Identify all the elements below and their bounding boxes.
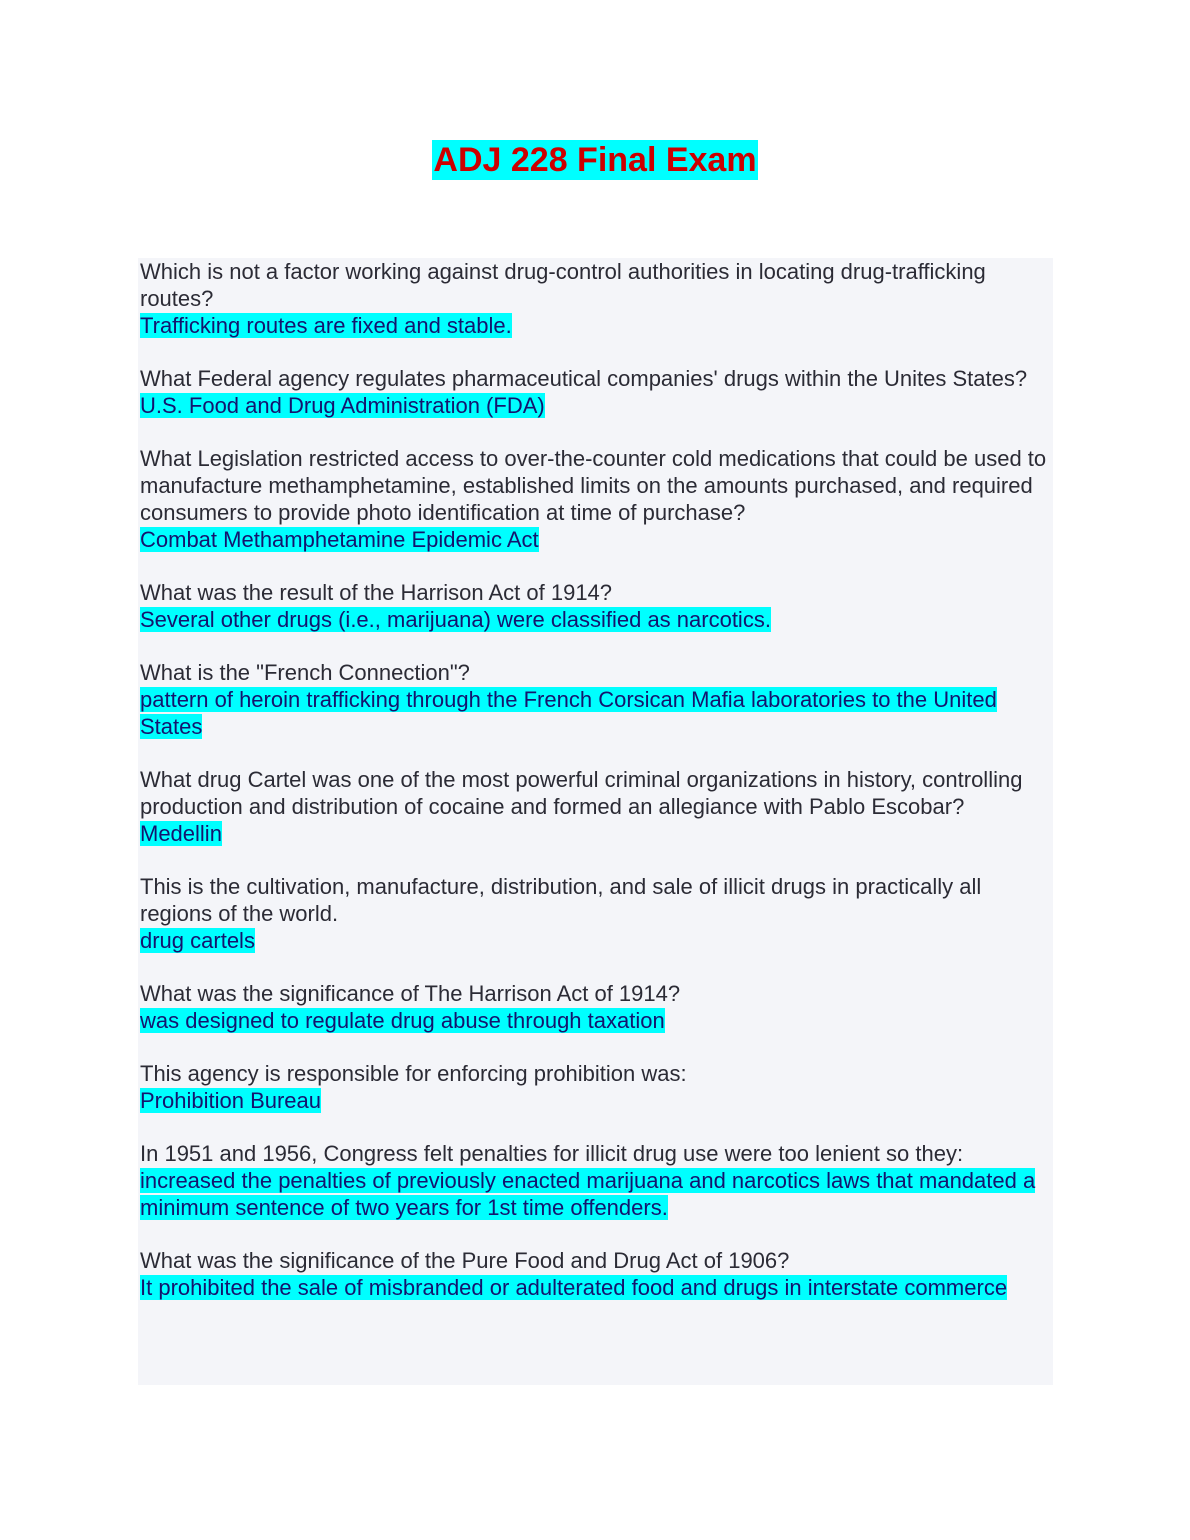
qa-item <box>140 258 1051 339</box>
qa-list <box>138 258 1053 1301</box>
answer-text <box>140 1087 1051 1114</box>
question-text: What was the result of the Harrison Act of 1914? <box>140 580 613 605</box>
qa-item <box>140 980 1051 1034</box>
answer-highlight: Several other drugs (i.e., marijuana) were classified as narcotics. <box>140 607 771 632</box>
qa-panel <box>138 258 1053 1385</box>
answer-text <box>140 606 1051 633</box>
answer-highlight: was designed to regulate drug abuse through taxation <box>140 1008 665 1033</box>
answer-highlight: Combat Methamphetamine Epidemic Act <box>140 527 539 552</box>
answer-highlight: Medellin <box>140 821 222 846</box>
question-text: What was the significance of The Harrison Act of 1914? <box>140 981 681 1006</box>
answer-text <box>140 1007 1051 1034</box>
question-text: What Legislation restricted access to over-the-counter cold medications that could be used to manufacture methamphetamine, established limits on the amounts purchased, and required consumers to provide photo identification at time of purchase? <box>140 446 1047 525</box>
answer-text <box>140 526 1051 553</box>
answer-text <box>140 927 1051 954</box>
answer-highlight: Trafficking routes are fixed and stable. <box>140 313 512 338</box>
answer-highlight: It prohibited the sale of misbranded or adulterated food and drugs in interstate commerce <box>140 1275 1008 1300</box>
question-text: What Federal agency regulates pharmaceutical companies' drugs within the Unites States? <box>140 366 1028 391</box>
qa-item <box>140 1140 1051 1221</box>
answer-text <box>140 1274 1051 1301</box>
answer-text <box>140 686 1051 740</box>
qa-item <box>140 445 1051 553</box>
question-text: This is the cultivation, manufacture, distribution, and sale of illicit drugs in practically all regions of the world. <box>140 874 982 926</box>
answer-text <box>140 312 1051 339</box>
qa-item <box>140 1060 1051 1114</box>
title-area <box>0 140 1190 180</box>
answer-text <box>140 1167 1051 1221</box>
qa-item <box>140 365 1051 419</box>
qa-item <box>140 873 1051 954</box>
question-text: In 1951 and 1956, Congress felt penalties for illicit drug use were too lenient so they: <box>140 1141 964 1166</box>
answer-highlight: increased the penalties of previously enacted marijuana and narcotics laws that mandated a minimum sentence of two years for 1st time offenders. <box>140 1168 1036 1220</box>
answer-text <box>140 392 1051 419</box>
answer-highlight: Prohibition Bureau <box>140 1088 322 1113</box>
qa-item <box>140 579 1051 633</box>
qa-item <box>140 1247 1051 1301</box>
answer-highlight: drug cartels <box>140 928 255 953</box>
answer-highlight: U.S. Food and Drug Administration (FDA) <box>140 393 545 418</box>
qa-item <box>140 659 1051 740</box>
question-text: Which is not a factor working against drug-control authorities in locating drug-trafficking routes? <box>140 259 986 311</box>
qa-item <box>140 766 1051 847</box>
question-text: This agency is responsible for enforcing prohibition was: <box>140 1061 687 1086</box>
question-text: What drug Cartel was one of the most powerful criminal organizations in history, controlling production and distribution of cocaine and formed an allegiance with Pablo Escobar? <box>140 767 1023 819</box>
page-title: ADJ 228 Final Exam <box>433 141 757 179</box>
question-text: What was the significance of the Pure Food and Drug Act of 1906? <box>140 1248 790 1273</box>
answer-text <box>140 820 1051 847</box>
answer-highlight: pattern of heroin trafficking through the French Corsican Mafia laboratories to the United States <box>140 687 997 739</box>
question-text: What is the "French Connection"? <box>140 660 470 685</box>
